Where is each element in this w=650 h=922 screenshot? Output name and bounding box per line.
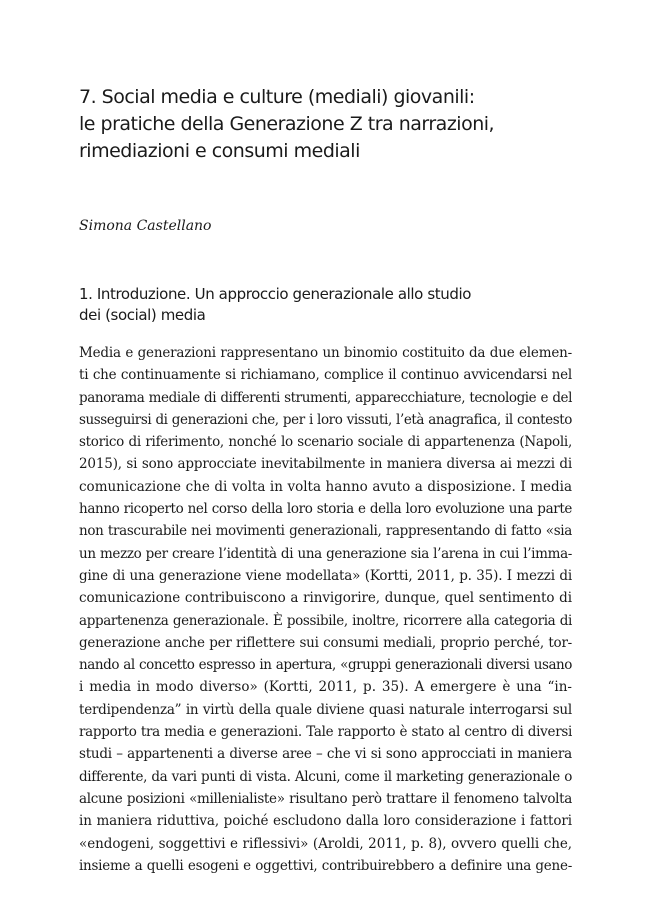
chapter-title-line: rimediazioni e consumi mediali bbox=[79, 140, 360, 162]
body-line: terdipendenza” in virtù della quale diviene quasi naturale interrogarsi sul bbox=[79, 701, 572, 718]
chapter-title-line: 7. Social media e culture (mediali) giovanili: bbox=[79, 86, 475, 108]
body-line: alcune posizioni «millenialiste» risultano però trattare il fenomeno talvolta bbox=[79, 790, 572, 807]
body-line: studi – appartenenti a diverse aree – che vi si sono approcciati in maniera bbox=[79, 746, 572, 763]
body-line: non trascurabile nei movimenti generazionali, rappresentando di fatto «sia bbox=[79, 523, 572, 540]
body-line: differente, da vari punti di vista. Alcuni, come il marketing generazionale o bbox=[79, 768, 572, 785]
body-line: ti che continuamente si richiamano, complice il continuo avvicendarsi nel bbox=[79, 367, 572, 384]
body-line: i media in modo diverso» (Kortti, 2011, p. 35). A emergere è una “in- bbox=[79, 679, 572, 696]
section-title-line: dei (social) media bbox=[79, 306, 206, 324]
body-line: hanno ricoperto nel corso della loro storia e della loro evoluzione una parte bbox=[79, 501, 572, 518]
body-line: 2015), si sono approcciate inevitabilmente in maniera diversa ai mezzi di bbox=[79, 456, 572, 473]
body-line: susseguirsi di generazioni che, per i loro vissuti, l’età anagrafica, il contesto bbox=[79, 411, 572, 428]
body-line: appartenenza generazionale. È possibile, inoltre, ricorrere alla categoria di bbox=[79, 612, 572, 629]
body-paragraph bbox=[79, 342, 572, 877]
body-line: comunicazione contribuiscono a rinvigorire, dunque, quel sentimento di bbox=[79, 590, 572, 607]
body-line: gine di una generazione viene modellata» (Kortti, 2011, p. 35). I mezzi di bbox=[79, 567, 572, 584]
body-line: insieme a quelli esogeni e oggettivi, contribuirebbero a definire una gene- bbox=[79, 857, 572, 874]
body-line: storico di riferimento, nonché lo scenario sociale di appartenenza (Napoli, bbox=[79, 434, 572, 451]
chapter-title-line: le pratiche della Generazione Z tra narrazioni, bbox=[79, 113, 495, 135]
body-line: nando al concetto espresso in apertura, «gruppi generazionali diversi usano bbox=[79, 657, 572, 674]
body-line: Media e generazioni rappresentano un binomio costituito da due elemen- bbox=[79, 345, 572, 361]
author-name: Simona Castellano bbox=[79, 218, 212, 234]
body-line: panorama mediale di differenti strumenti, apparecchiature, tecnologie e del bbox=[79, 389, 572, 406]
body-line: rapporto tra media e generazioni. Tale rapporto è stato al centro di diversi bbox=[79, 724, 572, 741]
body-line: in maniera riduttiva, poiché escludono dalla loro considerazione i fattori bbox=[79, 813, 572, 830]
body-line: comunicazione che di volta in volta hanno avuto a disposizione. I media bbox=[79, 478, 572, 495]
body-line: un mezzo per creare l’identità di una generazione sia l’arena in cui l’imma- bbox=[79, 545, 572, 562]
chapter-title bbox=[79, 84, 579, 165]
section-title bbox=[79, 284, 579, 326]
section-title-line: 1. Introduzione. Un approccio generazionale allo studio bbox=[79, 285, 472, 303]
body-line: generazione anche per riflettere sui consumi mediali, proprio perché, tor- bbox=[79, 634, 572, 651]
body-line: «endogeni, soggettivi e riflessivi» (Aroldi, 2011, p. 8), ovvero quelli che, bbox=[79, 835, 572, 852]
